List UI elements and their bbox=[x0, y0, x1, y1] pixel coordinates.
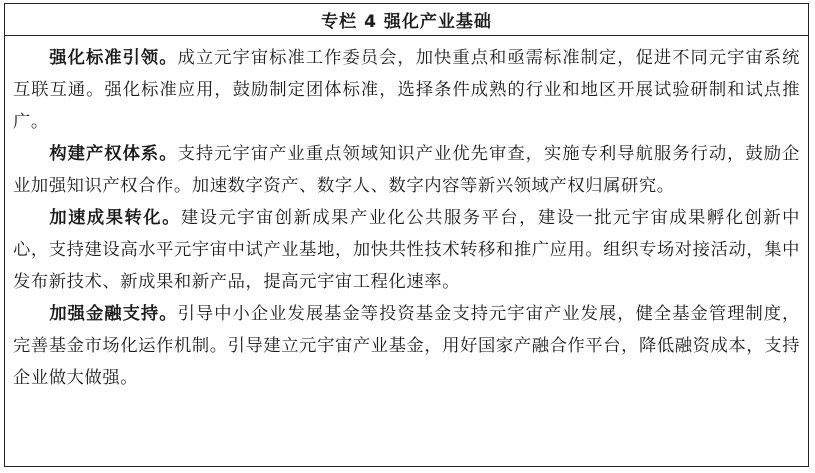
column-box bbox=[4, 3, 809, 467]
section-property-rights bbox=[13, 138, 800, 202]
section-finance bbox=[13, 298, 800, 394]
section-body: 建设元宇宙创新成果产业化公共服务平台，建设一批元宇宙成果孵化创新中心，支持建设高水平元宇宙中试产业基地，加快共性技术转移和推广应用。组织专场对接活动，集中发布新技术、新成果和新产品，提高元宇宙工程化速率。 bbox=[13, 208, 800, 292]
box-title: 专栏 4 强化产业基础 bbox=[5, 4, 808, 36]
section-heading: 强化标准引领。 bbox=[49, 48, 178, 68]
section-heading: 构建产权体系。 bbox=[49, 144, 178, 164]
box-content bbox=[5, 36, 808, 394]
section-body: 支持元宇宙产业重点领域知识产业优先审查，实施专利导航服务行动，鼓励企业加强知识产权合作。加速数字资产、数字人、数字内容等新兴领域产权归属研究。 bbox=[13, 144, 801, 196]
section-heading: 加速成果转化。 bbox=[49, 208, 181, 228]
section-body: 成立元宇宙标准工作委员会，加快重点和亟需标准制定，促进不同元宇宙系统互联互通。强化标准应用，鼓励制定团体标准，选择条件成熟的行业和地区开展试验研制和试点推广。 bbox=[13, 48, 801, 132]
section-commercialization bbox=[13, 202, 800, 298]
section-standards bbox=[13, 42, 800, 138]
section-heading: 加强金融支持。 bbox=[49, 304, 178, 324]
section-body: 引导中小企业发展基金等投资基金支持元宇宙产业发展，健全基金管理制度，完善基金市场化运作机制。引导建立元宇宙产业基金，用好国家产融合作平台，降低融资成本，支持企业做大做强。 bbox=[13, 304, 801, 388]
